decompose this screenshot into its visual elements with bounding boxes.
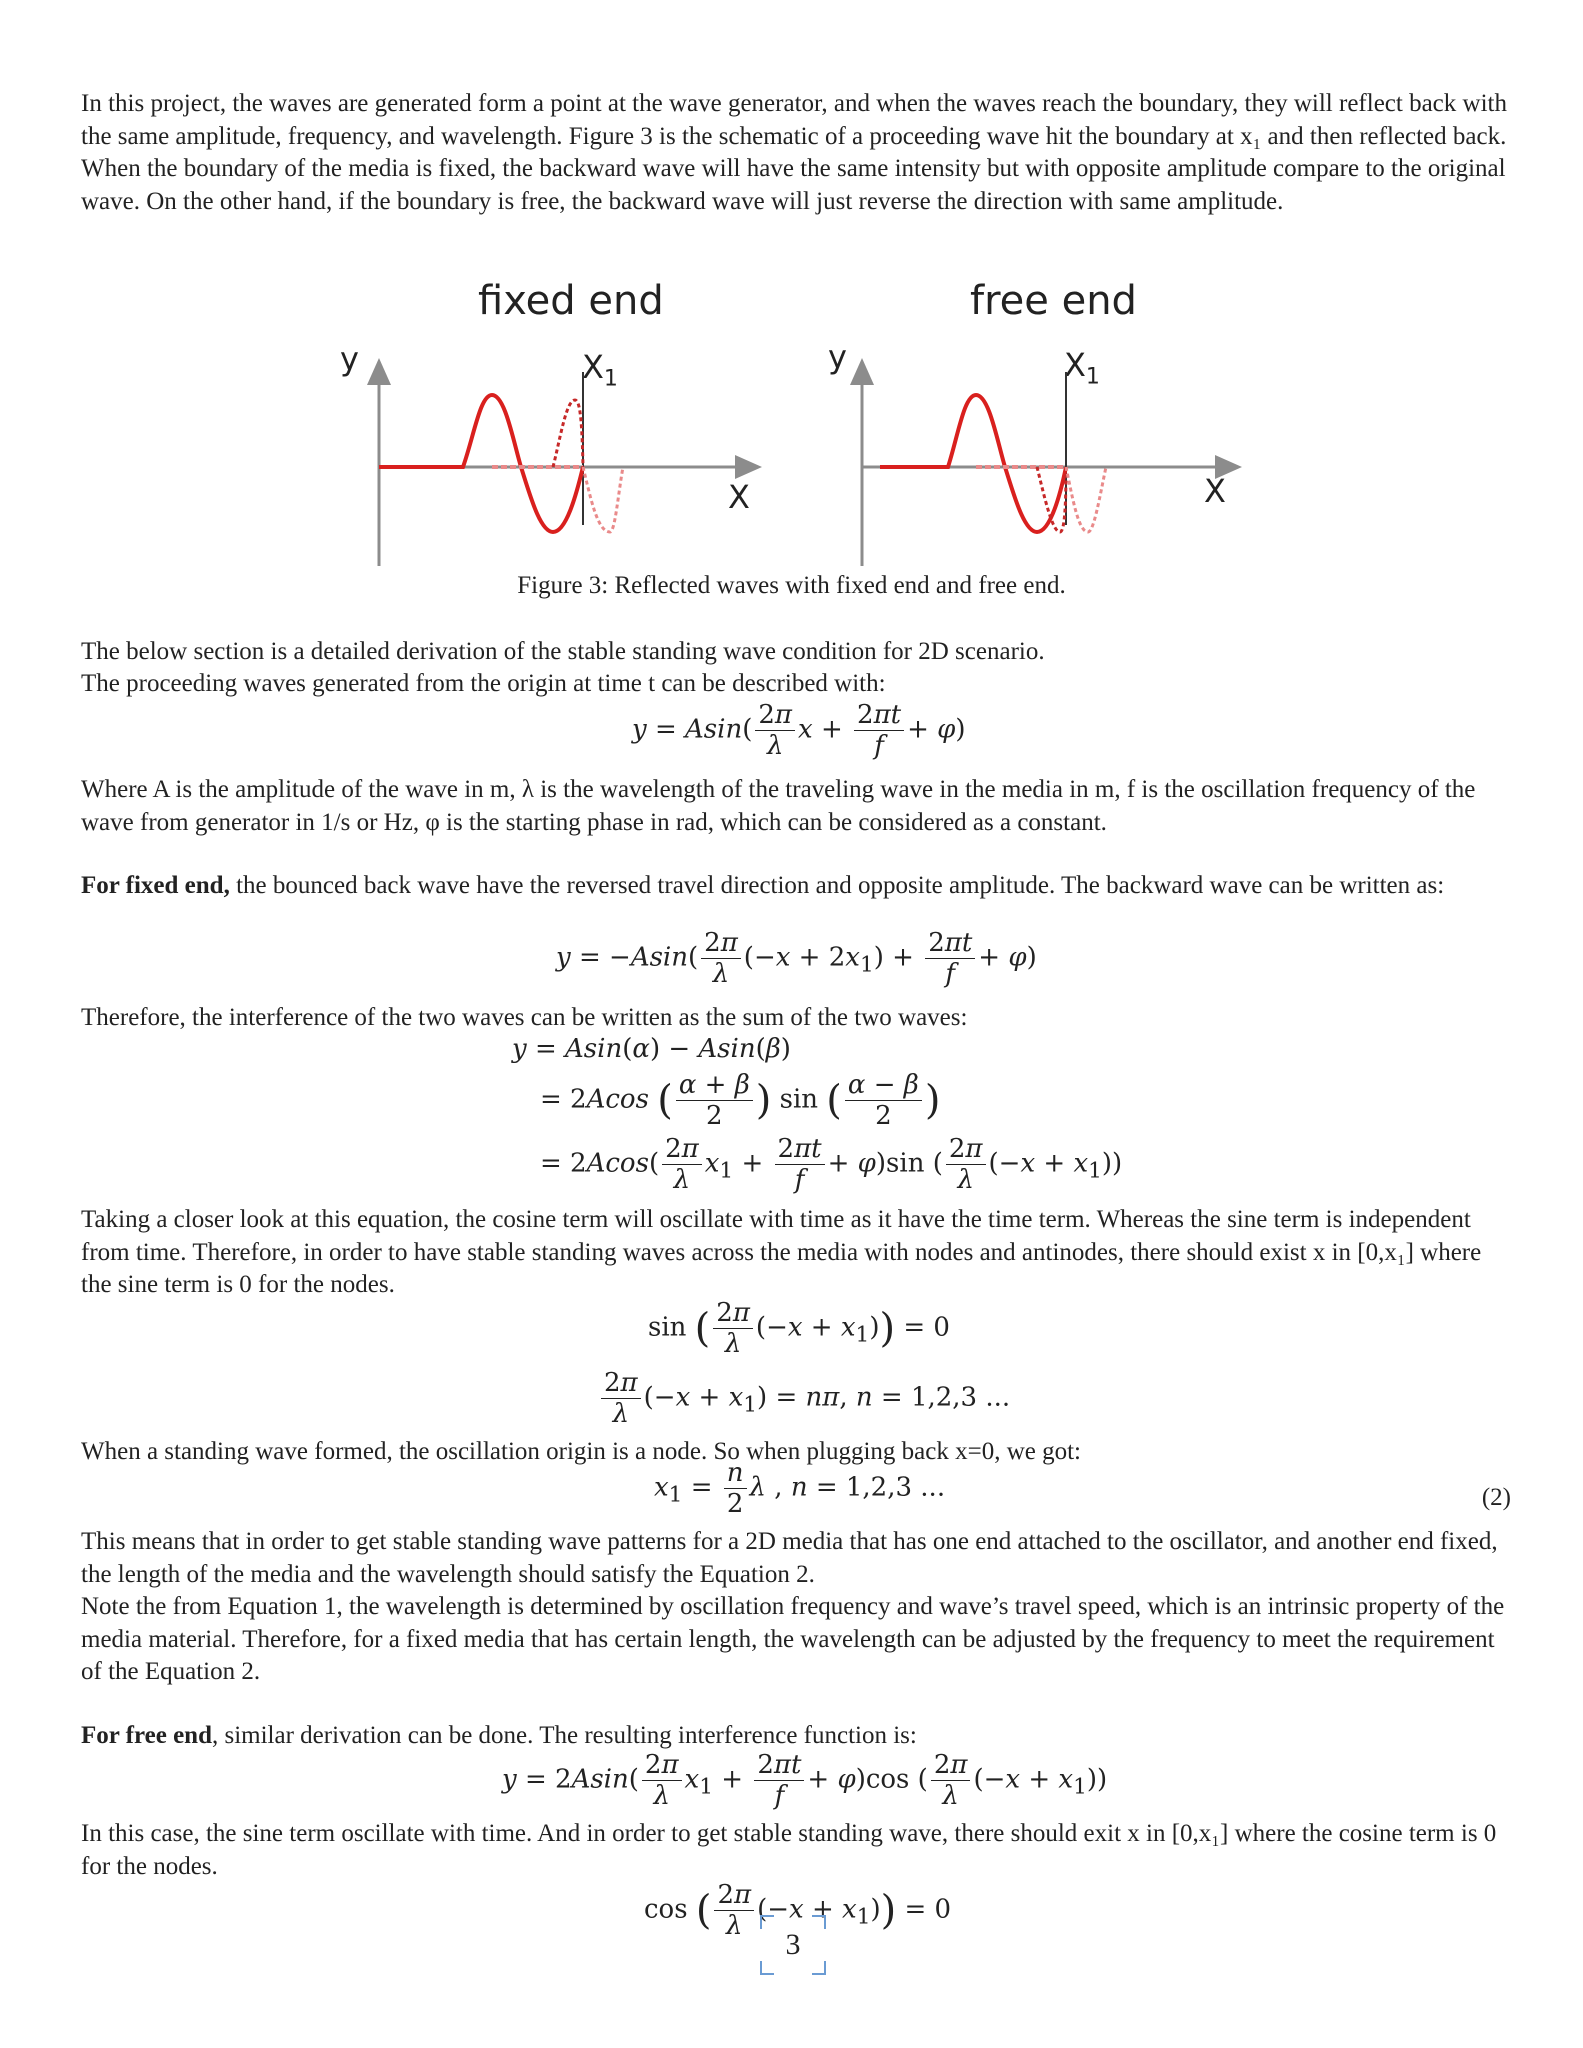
note-paragraph: Note the from Equation 1, the wavelength is determined by oscillation frequency and wave’s travel speed, which is an intrinsic property of the media material. Therefore, for a fixed media that has certain length, the wavelength can be adjusted by the frequency to meet the requirement of the Equation 2. — [81, 1593, 1505, 1685]
right-overlap-part — [1037, 467, 1066, 532]
left-inverted-part — [553, 400, 583, 467]
left-reflected-wave — [583, 467, 623, 532]
equation-proceeding-wave: y = Asin( $\frac{2\pi}{\lambda}$ x + $\frac{2\pi t}{f}$ + φ) — [632, 700, 966, 761]
equation-free-end: y = 2Asin( $\frac{2\pi}{\lambda}$ $x_1$ + $\frac{2\pi t}{f}$ + φ)cos ( $\frac{2\pi}{\lambda}$ $(-x + x_1)$) — [502, 1750, 1108, 1811]
free-end-paragraph — [81, 1720, 1511, 1753]
fixed-end-title: fixed end — [478, 278, 664, 324]
page-number: 3 — [760, 1915, 826, 1975]
free-case-paragraph: In this case, the sine term oscillate with time. And in order to get stable standing wave, there should exit x in [0,x₁] where the cosine term is 0 for the nodes. — [81, 1820, 1497, 1880]
equation-backward-wave: y = −Asin( $\frac{2\pi}{\lambda}$ $(-x + 2x_1)$ + $\frac{2\pi t}{f}$ + φ) — [556, 928, 1037, 989]
figure-caption: Figure 3: Reflected waves with fixed end and free end. — [517, 572, 1066, 599]
fixed-end-heading: For fixed end, — [81, 872, 230, 899]
equation-sum-line-1: y = Asin(α) − Asin(β) — [512, 1034, 791, 1064]
left-x1-label: $X_1$ — [582, 348, 618, 392]
where-paragraph: Where A is the amplitude of the wave in m, λ is the wavelength of the traveling wave in the media in m, f is the oscillation frequency of the wave from generator in 1/s or Hz, φ is the starting phase in rad, which can be considered as a constant. — [81, 776, 1476, 836]
equation-sum-line-2: = 2Acos ( $\frac{\alpha + \beta}{2}$ ) sin ( $\frac{\alpha - \beta}{2}$ ) — [540, 1070, 941, 1131]
node-text: When a standing wave formed, the oscillation origin is a node. So when plugging back x=0, we got: — [81, 1438, 1081, 1465]
free-end-heading: For free end — [81, 1722, 212, 1749]
free-end-title: free end — [970, 278, 1137, 324]
equation-2-number: (2) — [1481, 1484, 1511, 1511]
right-incident-wave — [880, 395, 1066, 532]
equation-node-condition: $\frac{2\pi}{\lambda}$ $(-x + x_1) = n\pi$, n = 1,2,3 ... — [598, 1368, 1010, 1429]
fixed-end-text: the bounced back wave have the reversed travel direction and opposite amplitude. The backward wave can be written as: — [229, 872, 1445, 899]
therefore-text: Therefore, the interference of the two waves can be written as the sum of the two waves: — [81, 1004, 968, 1031]
derivation-intro-2: The proceeding waves generated from the origin at time t can be described with: — [81, 670, 886, 697]
right-y-label: y — [828, 338, 847, 376]
equation-sine-zero: sin ( $\frac{2\pi}{\lambda}$ $(-x + x_1)) = 0$ — [648, 1298, 950, 1359]
free-end-text: , similar derivation can be done. The resulting interference function is: — [211, 1722, 917, 1749]
derivation-intro-1: The below section is a detailed derivation of the stable standing wave condition for 2D scenario. — [81, 638, 1045, 665]
equation-cosine-zero: cos ( $\frac{2\pi}{\lambda}$ $(-x + x_1)) = 0$ — [644, 1880, 952, 1941]
left-y-label: y — [340, 340, 359, 378]
intro-paragraph: In this project, the waves are generated form a point at the wave generator, and when the waves reach the boundary, they will reflect back with the same amplitude, frequency, and wavelength. Figure 3 is the schematic of a proceeding wave hit the boundary at x₁ and then reflected back. When the boundary of the media is fixed, the backward wave will have the same intensity but with opposite amplitude compare to the original wave. On the other hand, if the boundary is free, the backward wave will just reverse the direction with same amplitude. — [81, 90, 1507, 215]
closer-look-paragraph: Taking a closer look at this equation, the cosine term will oscillate with time as it have the time term. Whereas the sine term is independent from time. Therefore, in order to have stable standing waves across the media with nodes and antinodes, there should exist x in [0,x₁] where the sine term is 0 for the nodes. — [81, 1206, 1482, 1298]
right-reflected-wave — [1066, 467, 1106, 532]
right-x1-label: $X_1$ — [1064, 346, 1100, 390]
equation-sum-line-3: = 2Acos( $\frac{2\pi}{\lambda}$ $x_1$ + $\frac{2\pi t}{f}$ + φ)sin ( $\frac{2\pi}{\lambda}$ $(-x + x_1)$) — [540, 1134, 1123, 1195]
reflected-waves-schematic — [0, 0, 1583, 600]
equation-2: $x_1$ = $\frac{n}{2}$ λ , n = 1,2,3 ... — [654, 1458, 946, 1519]
left-x-axis-label: X — [728, 478, 750, 516]
means-paragraph: This means that in order to get stable standing wave patterns for a 2D media that has one end attached to the oscillator, and another end fixed, the length of the media and the wavelength should satisfy the Equation 2. — [81, 1528, 1498, 1588]
right-x-axis-label: X — [1204, 472, 1226, 510]
fixed-end-paragraph — [81, 870, 1511, 903]
